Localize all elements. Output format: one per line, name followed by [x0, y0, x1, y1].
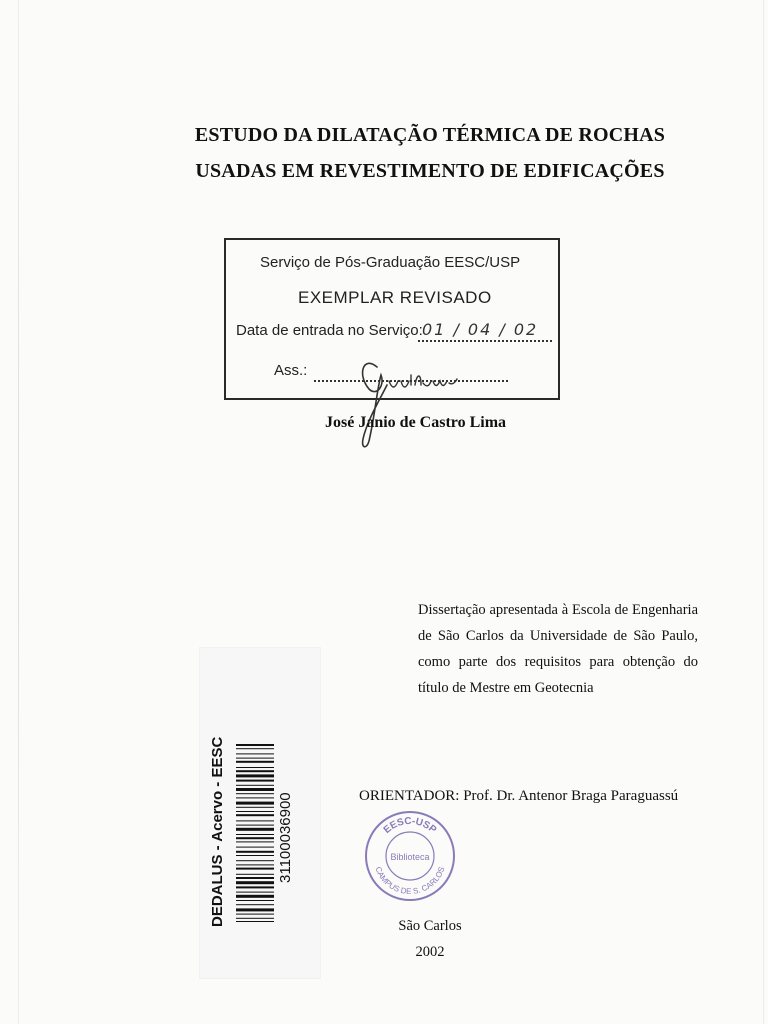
barcode-bar: [236, 834, 274, 835]
barcode-bar: [236, 837, 274, 839]
barcode-bar: [236, 770, 274, 772]
seal-top-text: EESC-USP: [381, 815, 439, 836]
barcode-bar: [236, 774, 274, 777]
author-name: José Janio de Castro Lima: [325, 414, 507, 431]
barcode-bar: [236, 868, 274, 870]
title-line-2: USADAS EM REVESTIMENTO DE EDIFICAÇÕES: [195, 160, 665, 182]
barcode-bar: [236, 767, 274, 768]
year: 2002: [415, 944, 445, 960]
barcode-bar: [236, 864, 274, 865]
barcode-bar: [236, 744, 274, 746]
barcode-bar: [236, 860, 274, 861]
title-line-1: ESTUDO DA DILATAÇÃO TÉRMICA DE ROCHAS: [194, 124, 666, 146]
barcode-bar: [236, 914, 274, 915]
barcode-bar: [236, 908, 274, 911]
barcode-label: DEDALUS - Acervo - EESC: [209, 736, 226, 927]
stamp-date-value: 01 / 04 / 02: [422, 320, 539, 339]
barcode-bar: [236, 851, 274, 853]
barcode-bar: [236, 807, 274, 808]
barcode-bar: [236, 780, 274, 782]
barcode-bar: [236, 820, 274, 821]
advisor-line: ORIENTADOR: Prof. Dr. Antenor Braga Paraguassú: [359, 788, 679, 804]
handwritten-signature: [355, 345, 465, 455]
city: São Carlos: [398, 918, 462, 934]
stamp-date-dotted-line: [418, 340, 552, 342]
barcode-bar: [236, 900, 274, 901]
barcode-bar: [236, 921, 274, 922]
barcode-bar: [236, 785, 274, 786]
barcode-bar: [236, 825, 274, 826]
barcode-bar: [236, 797, 274, 798]
barcode-bar: [236, 877, 274, 879]
barcode-bar: [236, 748, 274, 749]
stamp-date-label: Data de entrada no Serviço:: [236, 322, 423, 339]
barcode-bar: [236, 761, 274, 763]
barcode-bar: [236, 855, 274, 856]
scan-edge-left: [18, 0, 19, 1024]
barcode-bar: [236, 886, 274, 888]
barcode-bar: [236, 892, 274, 893]
barcode-bar: [236, 881, 274, 884]
seal-center-text: Biblioteca: [390, 852, 430, 862]
barcode-number: 31100036900: [277, 792, 294, 883]
barcode-bar: [236, 811, 274, 812]
barcode-bar: [236, 847, 274, 848]
barcode-bar: [236, 874, 274, 875]
svg-text:EESC-USP: [382, 816, 439, 836]
stamp-status: EXEMPLAR REVISADO: [298, 288, 492, 307]
barcode-bar: [236, 814, 274, 816]
dissertation-statement: Dissertação apresentada à Escola de Engenharia de São Carlos da Universidade de São Paulo, como parte dos requisitos para obtenção do título de Mestre em Geotecnia: [418, 602, 698, 696]
barcode-bar: [236, 841, 274, 842]
seal-bottom-text: CAMPUS DE S. CARLOS: [373, 865, 447, 897]
library-seal: [362, 808, 458, 904]
barcode-bar: [236, 758, 274, 759]
stamp-signature-label: Ass.:: [274, 362, 308, 379]
barcode-bar: [236, 793, 274, 794]
barcode-bar: [236, 918, 274, 919]
barcode-bar: [236, 753, 274, 754]
barcode-icon: [236, 744, 274, 922]
barcode-bar: [236, 828, 274, 831]
scan-edge-right: [763, 0, 764, 1024]
barcode-bar: [236, 788, 274, 791]
barcode-bar: [236, 904, 274, 905]
stamp-office: Serviço de Pós-Graduação EESC/USP: [260, 254, 521, 271]
barcode-bar: [236, 895, 274, 898]
barcode-bar: [236, 802, 274, 805]
